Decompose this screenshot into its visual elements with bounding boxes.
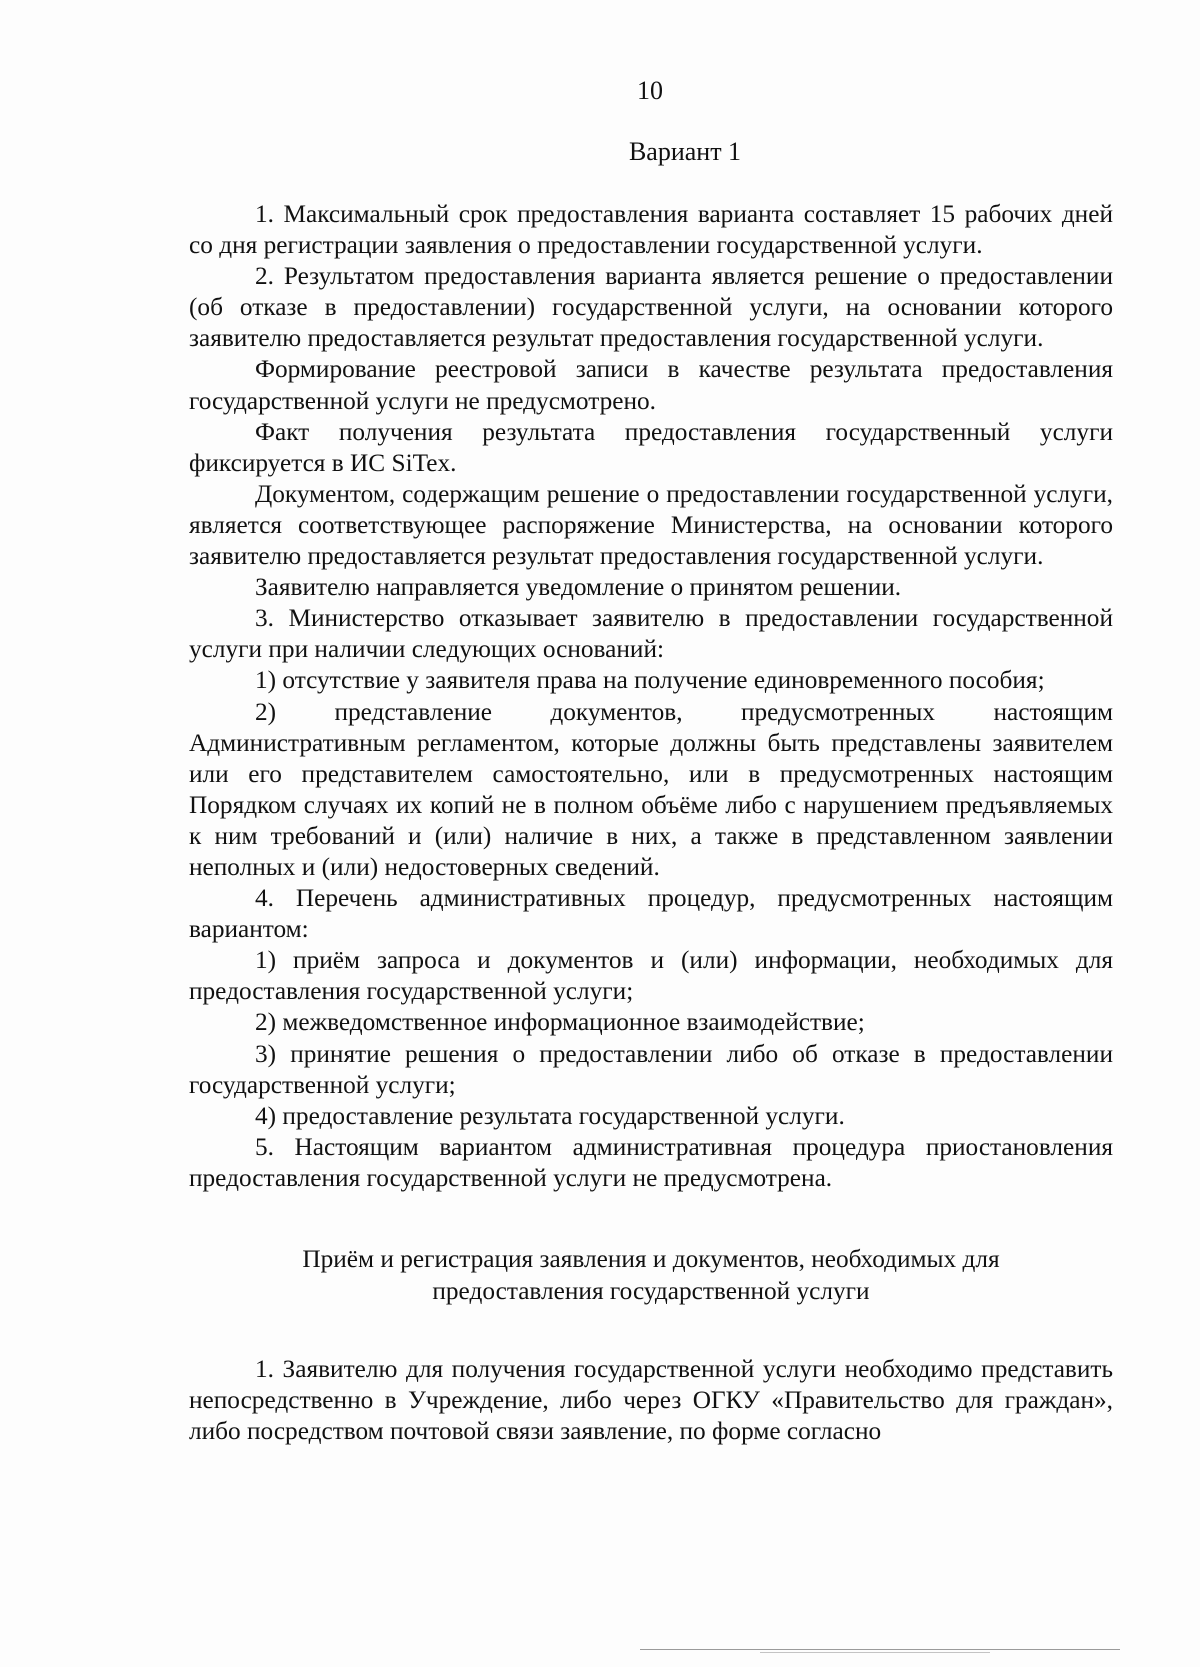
- paragraph: 2) межведомственное информационное взаимодействие;: [255, 1008, 865, 1037]
- variant-heading: Вариант 1: [628, 137, 742, 166]
- section-heading: [189, 1244, 1113, 1307]
- paragraph: 4. Перечень административных процедур, предусмотренных настоящим вариантом:: [189, 884, 1113, 944]
- paragraph: 1) приём запроса и документов и (или) информации, необходимых для предоставления государственной услуги;: [189, 946, 1113, 1006]
- page-bottom-rule: [760, 1652, 990, 1653]
- section-heading-line: предоставления государственной услуги: [432, 1276, 870, 1305]
- paragraph: 1) отсутствие у заявителя права на получение единовременного пособия;: [255, 666, 1045, 695]
- paragraph: Факт получения результата предоставления государственный услуги фиксируется в ИС SiTex.: [189, 417, 1113, 477]
- paragraph: 1. Максимальный срок предоставления варианта составляет 15 рабочих дней со дня регистрации заявления о предоставлении государственной услуги.: [189, 200, 1113, 260]
- paragraph: 3) принятие решения о предоставлении либо об отказе в предоставлении государственной услуги;: [189, 1039, 1113, 1099]
- section-heading-line: Приём и регистрация заявления и документов, необходимых для: [302, 1245, 1000, 1273]
- paragraph: Документом, содержащим решение о предоставлении государственной услуги, является соответствующее распоряжение Министерства, на основании которого заявителю предоставляется результат предоставления государственной услуги.: [189, 479, 1113, 571]
- paragraph: 2. Результатом предоставления варианта является решение о предоставлении (об отказе в предоставлении) государственной услуги, на основании которого заявителю предоставляется результат предоставления государственной услуги.: [189, 262, 1113, 353]
- paragraph: Заявителю направляется уведомление о принятом решении.: [255, 573, 902, 602]
- paragraph: 2) представление документов, предусмотренных настоящим Административным регламентом, которые должны быть представлены заявителем или его представителем самостоятельно, или в предусмотренных настоящим Порядком случаях их копий не в полном объёме либо с нарушением предъявляемых к ним требований и (или) наличие в них, а также в представленном заявлении неполных и (или) недостоверных сведений.: [189, 697, 1113, 881]
- document-body: [189, 199, 1113, 1447]
- page-bottom-rule: [640, 1649, 1120, 1650]
- paragraph: 3. Министерство отказывает заявителю в предоставлении государственной услуги при наличии следующих оснований:: [189, 604, 1113, 664]
- paragraph: 5. Настоящим вариантом административная процедура приостановления предоставления государственной услуги не предусмотрена.: [189, 1132, 1113, 1192]
- paragraph: 4) предоставление результата государственной услуги.: [255, 1101, 845, 1130]
- paragraph: Формирование реестровой записи в качестве результата предоставления государственной услуги не предусмотрено.: [189, 355, 1113, 415]
- paragraph: 1. Заявителю для получения государственной услуги необходимо представить непосредственно в Учреждение, либо через ОГКУ «Правительство для граждан», либо посредством почтовой связи заявление, по форме согласно: [189, 1355, 1113, 1446]
- page-number: 10: [637, 76, 663, 105]
